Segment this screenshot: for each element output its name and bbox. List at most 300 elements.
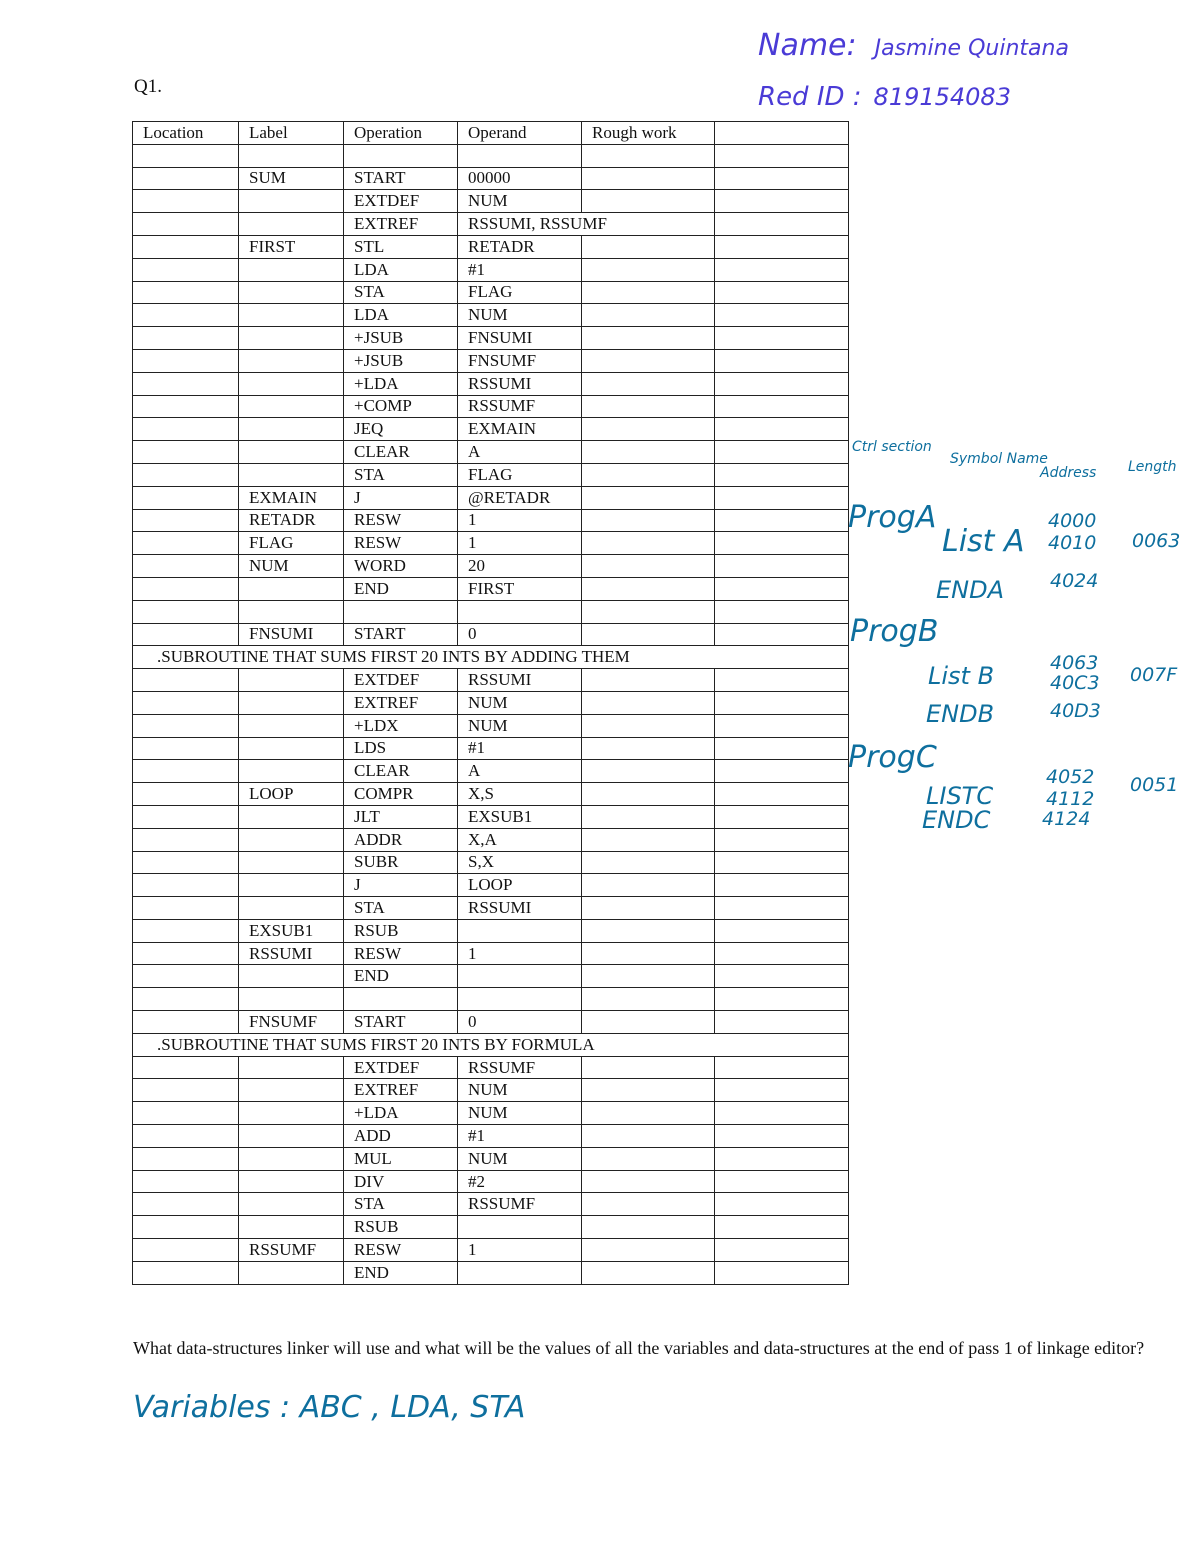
label-cell — [239, 988, 344, 1011]
label-cell — [239, 1261, 344, 1284]
operand-cell: X,A — [458, 828, 582, 851]
operand-cell: #2 — [458, 1170, 582, 1193]
annot-end-a: ENDA — [936, 576, 1005, 604]
operand-cell: #1 — [458, 258, 582, 281]
location-cell — [133, 1125, 239, 1148]
operand-cell: LOOP — [458, 874, 582, 897]
label-cell — [239, 1147, 344, 1170]
operation-cell: STA — [344, 897, 458, 920]
operand-cell: FNSUMF — [458, 349, 582, 372]
extra-cell — [715, 828, 849, 851]
extra-cell — [715, 1239, 849, 1262]
location-cell — [133, 463, 239, 486]
location-cell — [133, 167, 239, 190]
rough-work-cell — [582, 669, 715, 692]
operand-cell: RSSUMF — [458, 395, 582, 418]
location-cell — [133, 1011, 239, 1034]
extra-cell — [715, 600, 849, 623]
annot-length-header: Length — [1128, 459, 1177, 475]
extra-cell — [715, 805, 849, 828]
label-cell — [239, 851, 344, 874]
extra-cell — [715, 965, 849, 988]
extra-cell — [715, 1079, 849, 1102]
rough-work-cell — [582, 919, 715, 942]
label-cell — [239, 577, 344, 600]
operand-cell — [458, 600, 582, 623]
table-row — [133, 349, 849, 372]
rough-work-cell — [582, 577, 715, 600]
table-row — [133, 418, 849, 441]
annot-prog-a-addr-2: 4010 — [1048, 532, 1097, 554]
operation-cell: EXTREF — [344, 1079, 458, 1102]
label-cell: RETADR — [239, 509, 344, 532]
operand-cell: RSSUMI — [458, 897, 582, 920]
question-number: Q1. — [134, 76, 162, 97]
table-row — [133, 737, 849, 760]
label-cell — [239, 441, 344, 464]
operation-cell — [344, 988, 458, 1011]
rough-work-cell — [582, 1056, 715, 1079]
location-cell — [133, 805, 239, 828]
rough-work-cell — [582, 623, 715, 646]
operand-cell: 1 — [458, 532, 582, 555]
location-cell — [133, 486, 239, 509]
label-cell: EXSUB1 — [239, 919, 344, 942]
table-header-row — [133, 122, 849, 145]
extra-cell — [715, 1125, 849, 1148]
extra-cell — [715, 1216, 849, 1239]
table-row — [133, 714, 849, 737]
operation-cell: J — [344, 486, 458, 509]
annot-prog-b-addr-3: 40D3 — [1050, 700, 1101, 722]
location-cell — [133, 783, 239, 806]
extra-cell — [715, 395, 849, 418]
location-cell — [133, 304, 239, 327]
operand-cell: RETADR — [458, 235, 582, 258]
location-cell — [133, 1261, 239, 1284]
operand-cell: 20 — [458, 555, 582, 578]
rough-work-cell — [582, 828, 715, 851]
extra-cell — [715, 213, 849, 236]
location-cell — [133, 532, 239, 555]
location-cell — [133, 897, 239, 920]
annot-prog-b-addr-1: 4063 — [1050, 652, 1099, 674]
operand-cell — [458, 919, 582, 942]
table-row — [133, 783, 849, 806]
operation-cell: +LDA — [344, 372, 458, 395]
location-cell — [133, 418, 239, 441]
extra-cell — [715, 1011, 849, 1034]
label-cell — [239, 1056, 344, 1079]
label-cell — [239, 828, 344, 851]
rough-work-cell — [582, 532, 715, 555]
location-cell — [133, 669, 239, 692]
extra-cell — [715, 281, 849, 304]
location-cell — [133, 942, 239, 965]
location-cell — [133, 144, 239, 167]
operation-cell: +JSUB — [344, 327, 458, 350]
table-row — [133, 1056, 849, 1079]
label-cell — [239, 1170, 344, 1193]
location-cell — [133, 714, 239, 737]
operand-cell: X,S — [458, 783, 582, 806]
location-cell — [133, 1102, 239, 1125]
operation-cell: START — [344, 167, 458, 190]
operation-cell: DIV — [344, 1170, 458, 1193]
annot-prog-a-addr-1: 4000 — [1048, 510, 1097, 532]
extra-cell — [715, 167, 849, 190]
location-cell — [133, 988, 239, 1011]
location-cell — [133, 737, 239, 760]
label-cell — [239, 691, 344, 714]
label-cell — [239, 737, 344, 760]
operand-cell: 0 — [458, 623, 582, 646]
table-row — [133, 1147, 849, 1170]
operand-cell: @RETADR — [458, 486, 582, 509]
table-row — [133, 486, 849, 509]
location-cell — [133, 851, 239, 874]
operand-cell — [458, 1261, 582, 1284]
annot-prog-a-addr-3: 4024 — [1050, 570, 1099, 592]
operation-cell — [344, 600, 458, 623]
table-row — [133, 577, 849, 600]
label-cell — [239, 304, 344, 327]
operation-cell: EXTDEF — [344, 190, 458, 213]
operand-cell: A — [458, 441, 582, 464]
operation-cell: +JSUB — [344, 349, 458, 372]
table-row — [133, 942, 849, 965]
location-cell — [133, 1147, 239, 1170]
student-name — [758, 28, 1069, 63]
extra-cell — [715, 783, 849, 806]
operand-cell: S,X — [458, 851, 582, 874]
operand-cell: NUM — [458, 691, 582, 714]
rough-work-cell — [582, 372, 715, 395]
table-row — [133, 874, 849, 897]
operation-cell: RSUB — [344, 919, 458, 942]
operation-cell: WORD — [344, 555, 458, 578]
label-cell — [239, 463, 344, 486]
rough-work-cell — [582, 942, 715, 965]
label-cell: RSSUMI — [239, 942, 344, 965]
extra-cell — [715, 988, 849, 1011]
assembly-listing-table — [132, 121, 849, 1285]
location-cell — [133, 258, 239, 281]
annot-list-b: List B — [928, 662, 995, 690]
annot-end-c: ENDC — [922, 806, 991, 834]
operand-cell: EXMAIN — [458, 418, 582, 441]
student-redid — [758, 82, 1011, 112]
label-cell — [239, 760, 344, 783]
location-cell — [133, 760, 239, 783]
annot-ctrl-section-header: Ctrl section — [852, 439, 932, 455]
location-cell — [133, 190, 239, 213]
location-cell — [133, 555, 239, 578]
operand-cell: NUM — [458, 1102, 582, 1125]
extra-cell — [715, 897, 849, 920]
table-row — [133, 919, 849, 942]
location-cell — [133, 441, 239, 464]
annot-prog-c-addr-2: 4112 — [1046, 788, 1095, 810]
extra-cell — [715, 1056, 849, 1079]
operation-cell: COMPR — [344, 783, 458, 806]
rough-work-cell — [582, 555, 715, 578]
extra-cell — [715, 851, 849, 874]
table-row — [133, 327, 849, 350]
table-row — [133, 1170, 849, 1193]
rough-work-cell — [582, 1193, 715, 1216]
extra-cell — [715, 691, 849, 714]
operation-cell: LDA — [344, 258, 458, 281]
operation-cell: +LDX — [344, 714, 458, 737]
rough-work-cell — [582, 190, 715, 213]
redid-label: Red ID : — [758, 82, 862, 112]
table-row — [133, 1011, 849, 1034]
annot-prog-b-length: 007F — [1130, 664, 1178, 686]
annot-end-b: ENDB — [926, 700, 995, 728]
rough-work-cell — [582, 691, 715, 714]
extra-cell — [715, 1170, 849, 1193]
table-row — [133, 532, 849, 555]
table-row — [133, 828, 849, 851]
location-cell — [133, 235, 239, 258]
rough-work-cell — [582, 1147, 715, 1170]
rough-work-cell — [582, 144, 715, 167]
question-text: What data-structures linker will use and what will be the values of all the variables and data-structures at the end of pass 1 of linkage editor? — [133, 1338, 1145, 1358]
location-cell — [133, 600, 239, 623]
annot-address-header: Address — [1040, 465, 1097, 481]
operand-cell: FIRST — [458, 577, 582, 600]
rough-work-cell — [582, 258, 715, 281]
location-cell — [133, 509, 239, 532]
table-row — [133, 304, 849, 327]
extra-cell — [715, 441, 849, 464]
label-cell: LOOP — [239, 783, 344, 806]
rough-work-cell — [582, 805, 715, 828]
label-cell — [239, 965, 344, 988]
rough-work-cell — [582, 1011, 715, 1034]
rough-work-cell — [582, 349, 715, 372]
extra-cell — [715, 304, 849, 327]
extra-cell — [715, 623, 849, 646]
operand-cell — [458, 965, 582, 988]
location-cell — [133, 874, 239, 897]
table-row — [133, 805, 849, 828]
extra-cell — [715, 144, 849, 167]
operand-cell: #1 — [458, 737, 582, 760]
table-row — [133, 646, 849, 669]
table-row — [133, 988, 849, 1011]
operand-cell: NUM — [458, 1079, 582, 1102]
location-cell — [133, 965, 239, 988]
rough-work-cell — [582, 874, 715, 897]
operation-cell: STL — [344, 235, 458, 258]
column-header — [715, 122, 849, 145]
table-row — [133, 691, 849, 714]
label-cell: SUM — [239, 167, 344, 190]
location-cell — [133, 327, 239, 350]
operand-cell: 0 — [458, 1011, 582, 1034]
operation-cell: END — [344, 1261, 458, 1284]
rough-work-cell — [582, 463, 715, 486]
rough-work-cell — [582, 897, 715, 920]
table-row — [133, 1216, 849, 1239]
column-header: Label — [239, 122, 344, 145]
label-cell — [239, 1079, 344, 1102]
operation-cell: RESW — [344, 1239, 458, 1262]
column-header: Operation — [344, 122, 458, 145]
rough-work-cell — [582, 714, 715, 737]
label-cell: FLAG — [239, 532, 344, 555]
rough-work-cell — [582, 167, 715, 190]
annot-prog-c-addr-1: 4052 — [1046, 766, 1095, 788]
label-cell — [239, 144, 344, 167]
rough-work-cell — [582, 1216, 715, 1239]
operation-cell: JLT — [344, 805, 458, 828]
operand-cell: NUM — [458, 190, 582, 213]
table-row — [133, 235, 849, 258]
extra-cell — [715, 258, 849, 281]
location-cell — [133, 1056, 239, 1079]
label-cell: FNSUMI — [239, 623, 344, 646]
operation-cell: LDA — [344, 304, 458, 327]
annot-prog-a-length: 0063 — [1132, 530, 1181, 552]
label-cell — [239, 714, 344, 737]
operation-cell: END — [344, 965, 458, 988]
operation-cell: RESW — [344, 532, 458, 555]
extra-cell — [715, 1261, 849, 1284]
operand-cell: 1 — [458, 1239, 582, 1262]
operation-cell: STA — [344, 281, 458, 304]
operation-cell: +LDA — [344, 1102, 458, 1125]
label-cell — [239, 669, 344, 692]
table-row — [133, 1261, 849, 1284]
extra-cell — [715, 349, 849, 372]
rough-work-cell — [582, 395, 715, 418]
location-cell — [133, 1216, 239, 1239]
table-row — [133, 1193, 849, 1216]
extra-cell — [715, 372, 849, 395]
label-cell — [239, 213, 344, 236]
rough-work-cell — [582, 1079, 715, 1102]
table-row — [133, 1033, 849, 1056]
location-cell — [133, 577, 239, 600]
location-cell — [133, 919, 239, 942]
label-cell — [239, 1102, 344, 1125]
label-cell — [239, 281, 344, 304]
table-row — [133, 395, 849, 418]
extra-cell — [715, 714, 849, 737]
table-body — [133, 122, 849, 1285]
table-row — [133, 1239, 849, 1262]
label-cell — [239, 897, 344, 920]
label-cell — [239, 258, 344, 281]
extra-cell — [715, 577, 849, 600]
annot-prog-c-length: 0051 — [1130, 774, 1179, 796]
operation-cell: SUBR — [344, 851, 458, 874]
label-cell — [239, 327, 344, 350]
label-cell — [239, 805, 344, 828]
label-cell: RSSUMF — [239, 1239, 344, 1262]
location-cell — [133, 395, 239, 418]
rough-work-cell — [582, 418, 715, 441]
rough-work-cell — [582, 327, 715, 350]
annot-prog-c: ProgC — [848, 740, 937, 775]
table-row — [133, 258, 849, 281]
location-cell — [133, 213, 239, 236]
operand-cell: RSSUMF — [458, 1056, 582, 1079]
extra-cell — [715, 760, 849, 783]
rough-work-cell — [582, 281, 715, 304]
extra-cell — [715, 942, 849, 965]
table-row — [133, 1102, 849, 1125]
operation-cell: +COMP — [344, 395, 458, 418]
table-row — [133, 1079, 849, 1102]
operand-cell: #1 — [458, 1125, 582, 1148]
rough-work-cell — [582, 235, 715, 258]
operand-cell: RSSUMF — [458, 1193, 582, 1216]
column-header: Rough work — [582, 122, 715, 145]
operation-cell: ADD — [344, 1125, 458, 1148]
rough-work-cell — [582, 441, 715, 464]
operation-cell: EXTDEF — [344, 1056, 458, 1079]
label-cell — [239, 349, 344, 372]
operation-cell: EXTREF — [344, 213, 458, 236]
operand-cell: RSSUMI — [458, 669, 582, 692]
rough-work-cell — [582, 760, 715, 783]
rough-work-cell — [582, 851, 715, 874]
label-cell — [239, 874, 344, 897]
operation-cell: STA — [344, 463, 458, 486]
extra-cell — [715, 327, 849, 350]
operand-cell: NUM — [458, 304, 582, 327]
extra-cell — [715, 737, 849, 760]
extra-cell — [715, 919, 849, 942]
rough-work-cell — [582, 304, 715, 327]
operand-cell: EXSUB1 — [458, 805, 582, 828]
operand-cell: 1 — [458, 942, 582, 965]
operand-cell: FLAG — [458, 463, 582, 486]
table-row — [133, 851, 849, 874]
operation-cell: J — [344, 874, 458, 897]
operation-cell: MUL — [344, 1147, 458, 1170]
operation-cell: END — [344, 577, 458, 600]
location-cell — [133, 828, 239, 851]
annot-prog-b-addr-2: 40C3 — [1050, 672, 1100, 694]
operand-cell: FNSUMI — [458, 327, 582, 350]
label-cell — [239, 395, 344, 418]
rough-work-cell — [582, 988, 715, 1011]
name-value: Jasmine Quintana — [874, 36, 1069, 61]
operation-cell: STA — [344, 1193, 458, 1216]
extra-cell — [715, 190, 849, 213]
operation-cell: EXTREF — [344, 691, 458, 714]
location-cell — [133, 623, 239, 646]
operand-cell: NUM — [458, 714, 582, 737]
location-cell — [133, 349, 239, 372]
extra-cell — [715, 1193, 849, 1216]
annot-prog-b: ProgB — [850, 614, 939, 649]
label-cell — [239, 1125, 344, 1148]
annot-prog-a: ProgA — [848, 500, 937, 535]
label-cell: FNSUMF — [239, 1011, 344, 1034]
operation-cell: RESW — [344, 942, 458, 965]
table-row — [133, 600, 849, 623]
comment-line: .SUBROUTINE THAT SUMS FIRST 20 INTS BY FORMULA — [133, 1033, 849, 1056]
operation-cell: RESW — [344, 509, 458, 532]
table-row — [133, 669, 849, 692]
operand-cell: A — [458, 760, 582, 783]
